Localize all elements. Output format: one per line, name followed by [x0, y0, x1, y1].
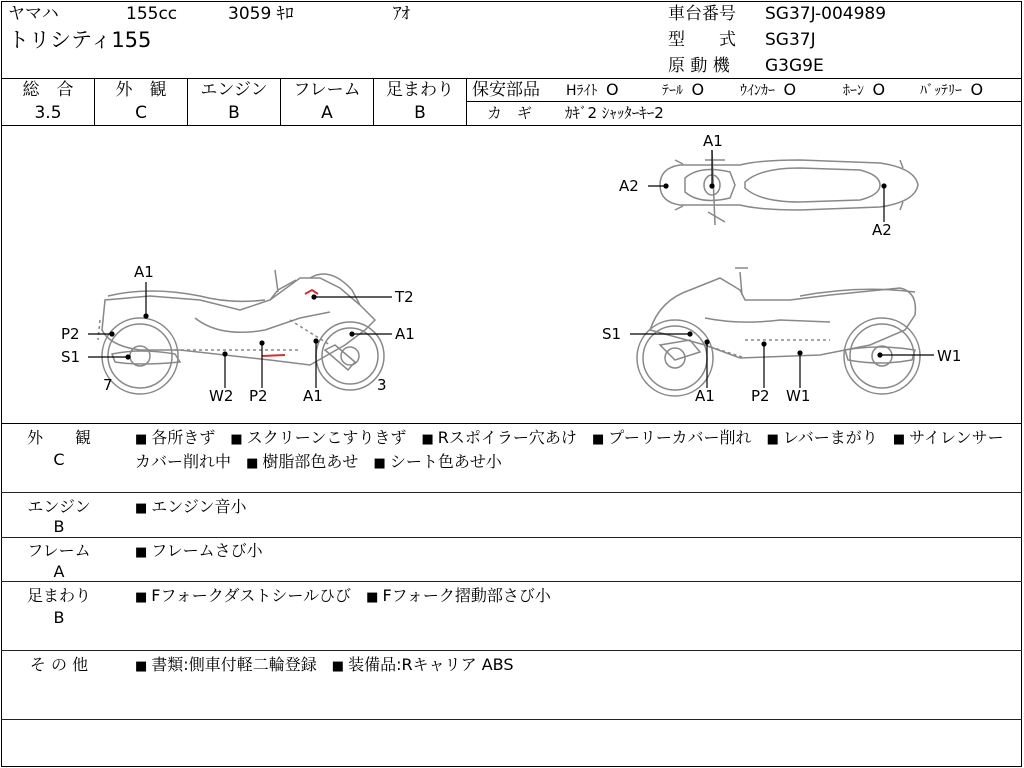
safety-item-tail	[662, 80, 704, 101]
model-name: トリシティ155	[8, 28, 152, 52]
note-item: スクリーンこすりきず	[246, 428, 407, 447]
note-item: Rスポイラー穴あけ	[437, 428, 577, 447]
safety-item-winker	[740, 80, 796, 101]
note-item: レバーまがり	[782, 428, 878, 447]
section-label-exterior: 外 観	[26, 428, 91, 447]
note-item: エンジン音小	[151, 497, 247, 516]
frame-no-label: 車台番号	[668, 4, 736, 24]
label-p2: P2	[61, 325, 80, 343]
label-7: 7	[103, 376, 113, 394]
grade-divider	[466, 78, 467, 125]
engine-label: 原 動 機	[668, 56, 730, 76]
section-divider	[1, 537, 1022, 538]
label-a1: A1	[303, 387, 323, 405]
diagram-bottom-border	[1, 423, 1022, 424]
right-side-scooter	[637, 268, 920, 396]
label-a1: A1	[703, 132, 723, 150]
label-3: 3	[377, 376, 387, 394]
displacement: 155cc	[126, 4, 178, 24]
type-label: 型 式	[668, 30, 736, 50]
safety-mark: O	[605, 80, 619, 99]
grade-label-frame: フレーム	[293, 80, 361, 100]
section-divider	[1, 492, 1022, 493]
section-grade-exterior: C	[53, 450, 65, 469]
damage-mark-p2	[262, 355, 285, 356]
note-item: プーリーカバー削れ	[608, 428, 752, 447]
safety-item-battery	[920, 80, 983, 101]
key-value: ｶｷﾞ2 ｼｬｯﾀｰｷｰ2	[565, 104, 664, 122]
section-notes-frame: ■ フレームさび小	[135, 541, 263, 560]
safety-mark: O	[783, 80, 797, 99]
label-w2: W2	[209, 387, 234, 405]
section-notes-exterior: ■ 各所きず ■ スクリーンこすりきず ■ Rスポイラー穴あけ ■ プーリーカバー削れ ■ レバーまがり ■ サイレンサーカバー削れ中 ■ 樹脂部色あせ ■ シート色あせ小	[135, 428, 1004, 471]
mileage: 3059 ｷﾛ	[228, 4, 294, 24]
note-item: 装備品:Rキャリア ABS	[348, 655, 514, 674]
frame-no: SG37J-004989	[765, 4, 887, 24]
grade-value-frame: A	[321, 103, 333, 123]
safety-label: ﾃｰﾙ	[662, 83, 683, 99]
label-s1: S1	[61, 348, 81, 366]
grade-label-exterior: 外 観	[115, 80, 167, 100]
section-label-suspension: 足まわり	[26, 586, 91, 605]
safety-mark: O	[970, 80, 984, 99]
safety-label: ｳｲﾝｶｰ	[740, 83, 775, 99]
safety-label: ﾊﾞｯﾃﾘｰ	[920, 83, 962, 99]
grade-label-engine: エンジン	[200, 80, 268, 100]
section-notes-engine: ■ エンジン音小	[135, 497, 247, 516]
grade-top-border	[1, 78, 1022, 79]
section-divider	[1, 581, 1022, 582]
label-a1: A1	[395, 325, 415, 343]
note-item: 各所きず	[151, 428, 216, 447]
section-divider	[1, 719, 1022, 720]
note-item: シート色あせ小	[389, 452, 502, 471]
safety-mark: O	[691, 80, 705, 99]
section-notes-suspension: ■ Fフォークダストシールひび ■ Fフォーク摺動部さび小	[135, 586, 551, 605]
section-label-frame: フレーム	[27, 541, 91, 560]
grade-label-overall: 総 合	[22, 80, 74, 100]
key-label: カ ギ	[487, 104, 533, 122]
label-w1: W1	[937, 347, 962, 365]
safety-title: 保安部品	[472, 80, 540, 100]
maker: ヤマハ	[8, 4, 59, 24]
safety-label: ﾎｰﾝ	[843, 83, 864, 99]
label-p2: P2	[249, 387, 268, 405]
label-a2: A2	[619, 177, 639, 195]
safety-divider	[467, 101, 1022, 102]
section-label-engine: エンジン	[27, 497, 91, 516]
grade-value-engine: B	[228, 103, 240, 123]
label-a1: A1	[695, 387, 715, 405]
label-p2: P2	[751, 387, 770, 405]
section-divider	[1, 650, 1022, 651]
section-grade-frame: A	[53, 562, 65, 581]
type-value: SG37J	[765, 30, 816, 50]
left-side-scooter	[98, 270, 384, 394]
note-item: 書類:側車付軽二輪登録	[151, 655, 317, 674]
safety-item-headlight	[566, 80, 619, 101]
label-t2: T2	[395, 288, 414, 306]
note-item: Fフォークダストシールひび	[151, 586, 352, 605]
top-view-scooter	[660, 150, 918, 225]
grade-value-suspension: B	[414, 103, 426, 123]
safety-item-horn	[843, 80, 885, 101]
note-item: Fフォーク摺動部さび小	[382, 586, 551, 605]
section-notes-other: ■ 書類:側車付軽二輪登録 ■ 装備品:Rキャリア ABS	[135, 655, 514, 674]
grade-label-suspension: 足まわり	[386, 80, 454, 100]
note-item: サイレンサーカバー削れ中	[135, 428, 1004, 471]
body-color: ｱｵ	[393, 4, 410, 24]
note-item: フレームさび小	[151, 541, 263, 560]
safety-mark: O	[872, 80, 886, 99]
section-grade-suspension: B	[53, 608, 65, 627]
label-s1: S1	[602, 325, 622, 343]
safety-label: Hﾗｲﾄ	[566, 83, 598, 99]
damage-mark-t2	[305, 290, 318, 294]
section-label-other: そ の 他	[29, 655, 89, 674]
engine-value: G3G9E	[765, 56, 824, 76]
note-item: 樹脂部色あせ	[262, 452, 359, 471]
grade-value-exterior: C	[135, 103, 147, 123]
section-grade-engine: B	[53, 517, 65, 536]
grade-value-overall: 3.5	[34, 103, 62, 123]
label-a1: A1	[134, 263, 154, 281]
label-a2: A2	[872, 221, 892, 239]
label-w1: W1	[786, 387, 811, 405]
